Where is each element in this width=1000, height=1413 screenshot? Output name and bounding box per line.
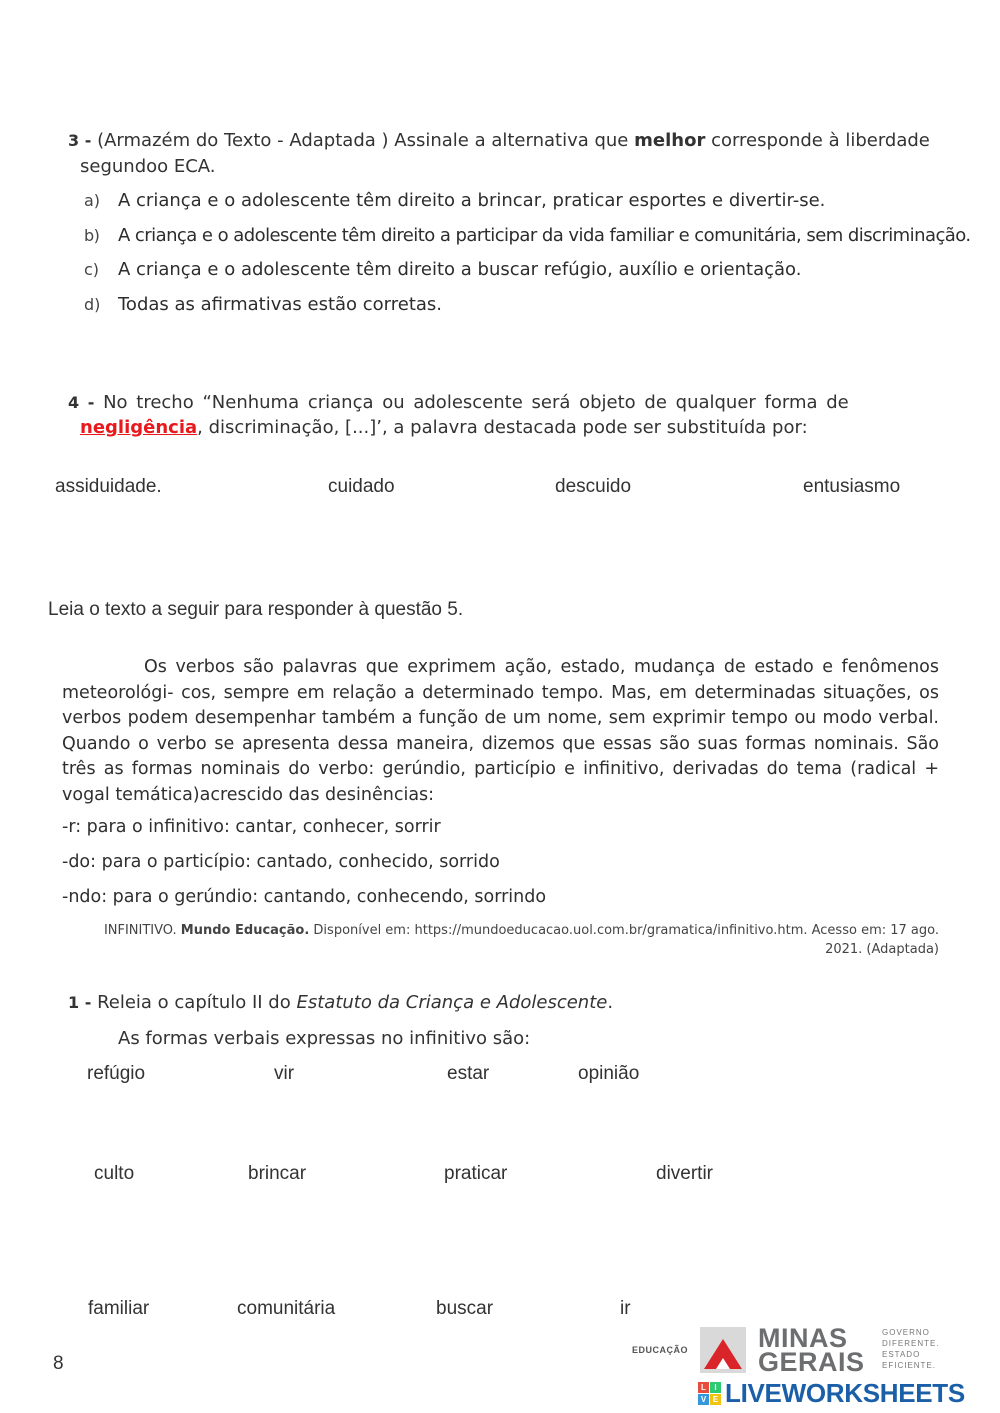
ending-do: -do: para o particípio: cantado, conhecido, sorrido bbox=[62, 852, 500, 872]
brand-line2: GERAIS bbox=[758, 1347, 865, 1377]
q3-number: 3 - bbox=[68, 131, 92, 150]
q1-number: 1 - bbox=[68, 993, 92, 1012]
lw-badge-e: E bbox=[710, 1394, 721, 1405]
q1-option-familiar[interactable]: familiar bbox=[88, 1298, 150, 1319]
tagline-2: DIFERENTE. bbox=[882, 1339, 940, 1348]
q3-option-c[interactable] bbox=[84, 258, 801, 282]
q3-option-text: A criança e o adolescente têm direito a buscar refúgio, auxílio e orientação. bbox=[118, 259, 802, 280]
q4-heading-line2 bbox=[80, 416, 808, 440]
q1-option-comunitaria[interactable]: comunitária bbox=[237, 1298, 336, 1319]
q1-prompt: Releia o capítulo II do bbox=[97, 992, 291, 1013]
q1-prompt-italic: Estatuto da Criança e Adolescente bbox=[296, 992, 608, 1013]
q3-option-text: A criança e o adolescente têm direito a participar da vida familiar e comunitária, sem discriminação. bbox=[118, 225, 971, 246]
brand-line1: MINAS bbox=[758, 1323, 848, 1353]
q1-subprompt: As formas verbais expressas no infinitivo são: bbox=[118, 1028, 531, 1049]
tagline-3: ESTADO bbox=[882, 1350, 921, 1359]
liveworksheets-wordmark: LIVEWORKSHEETS bbox=[725, 1378, 965, 1408]
q1-option-ir[interactable]: ir bbox=[620, 1298, 631, 1319]
q1-option-opiniao[interactable]: opinião bbox=[578, 1063, 640, 1084]
q3-option-letter: d) bbox=[84, 295, 101, 314]
dept-label: EDUCAÇÃO bbox=[632, 1345, 689, 1355]
q1-option-refugio[interactable]: refúgio bbox=[87, 1063, 146, 1084]
lw-badge-v: V bbox=[698, 1394, 709, 1405]
q3-heading-line2: segundoo ECA. bbox=[80, 156, 216, 177]
source-bold: Mundo Educação. bbox=[180, 923, 310, 938]
q3-prompt-bold: melhor bbox=[634, 130, 706, 151]
q4-option-entusiasmo[interactable]: entusiasmo bbox=[803, 476, 901, 497]
q1-option-culto[interactable]: culto bbox=[94, 1163, 135, 1184]
q3-prompt-after: corresponde à liberdade bbox=[711, 130, 930, 151]
q4-highlight-word: negligência bbox=[80, 417, 198, 438]
q3-source: (Armazém do Texto - Adaptada ) bbox=[97, 130, 389, 151]
ending-ndo: -ndo: para o gerúndio: cantando, conhecendo, sorrindo bbox=[62, 887, 547, 907]
liveworksheets-logo[interactable] bbox=[698, 1380, 994, 1408]
tagline-4: EFICIENTE. bbox=[882, 1361, 937, 1370]
q3-option-d[interactable] bbox=[84, 293, 442, 317]
q1-option-buscar[interactable]: buscar bbox=[436, 1298, 494, 1319]
q1-option-vir[interactable]: vir bbox=[274, 1063, 295, 1084]
q4-option-assiduidade[interactable]: assiduidade. bbox=[55, 476, 162, 497]
q1-option-estar[interactable]: estar bbox=[447, 1063, 490, 1084]
tagline-1: GOVERNO bbox=[882, 1328, 930, 1337]
minas-gerais-logo bbox=[700, 1323, 945, 1377]
q3-heading bbox=[68, 129, 930, 153]
reading-paragraph bbox=[62, 655, 939, 808]
q1-option-brincar[interactable]: brincar bbox=[248, 1163, 307, 1184]
lw-badge-i: I bbox=[710, 1382, 721, 1393]
q3-option-b[interactable] bbox=[84, 224, 971, 248]
q1-option-praticar[interactable]: praticar bbox=[444, 1163, 508, 1184]
minas-gerais-mark-icon bbox=[700, 1327, 746, 1373]
q4-number: 4 - bbox=[68, 393, 95, 412]
ending-r: -r: para o infinitivo: cantar, conhecer, sorrir bbox=[62, 817, 441, 837]
q4-line2: , discriminação, [...]’, a palavra destacada pode ser substituída por: bbox=[197, 417, 808, 438]
q1-heading bbox=[68, 991, 613, 1015]
q1-option-divertir[interactable]: divertir bbox=[656, 1163, 714, 1184]
q3-option-text: Todas as afirmativas estão corretas. bbox=[118, 294, 443, 315]
lw-badge-l: L bbox=[698, 1382, 709, 1393]
q3-prompt-before: Assinale a alternativa que bbox=[394, 130, 629, 151]
page-number: 8 bbox=[53, 1353, 64, 1374]
q3-option-letter: b) bbox=[84, 226, 100, 245]
source-rest: Disponível em: https://mundoeducacao.uol.com.br/gramatica/infinitivo.htm. Acesso em: 17 ago. bbox=[313, 923, 939, 938]
q3-option-letter: a) bbox=[84, 191, 101, 210]
reading-intro: Leia o texto a seguir para responder à questão 5. bbox=[48, 599, 464, 620]
q3-option-text: A criança e o adolescente têm direito a brincar, praticar esportes e divertir-se. bbox=[118, 190, 826, 211]
q4-option-cuidado[interactable]: cuidado bbox=[328, 476, 395, 497]
q4-line1: No trecho “Nenhuma criança ou adolescente será objeto de qualquer forma de bbox=[103, 392, 849, 413]
q4-heading bbox=[68, 391, 849, 415]
q3-option-letter: c) bbox=[84, 260, 100, 279]
reading-paragraph-text: Os verbos são palavras que exprimem ação, estado, mudança de estado e fenômenos meteorológi- cos, sempre em relação a determinado tempo. Mas, em determinadas situações, os verbos podem desempenhar também a função de um nome, sem exprimir tempo ou modo verbal. Quando o verbo se apresenta dessa maneira, dizemos que essas são suas formas nominais. São três as formas nominais do verbo: gerúndio, particípio e infinitivo, derivadas do tema (radical + vogal temática)acrescido das desinências: bbox=[62, 657, 939, 805]
source-prefix: INFINITIVO. bbox=[103, 923, 177, 938]
reading-source bbox=[100, 921, 939, 959]
lw-badge-icon bbox=[698, 1382, 722, 1406]
q1-prompt-end: . bbox=[607, 992, 614, 1013]
source-line2: 2021. (Adaptada) bbox=[825, 942, 939, 957]
q4-option-descuido[interactable]: descuido bbox=[555, 476, 632, 497]
q3-option-a[interactable] bbox=[84, 189, 825, 213]
